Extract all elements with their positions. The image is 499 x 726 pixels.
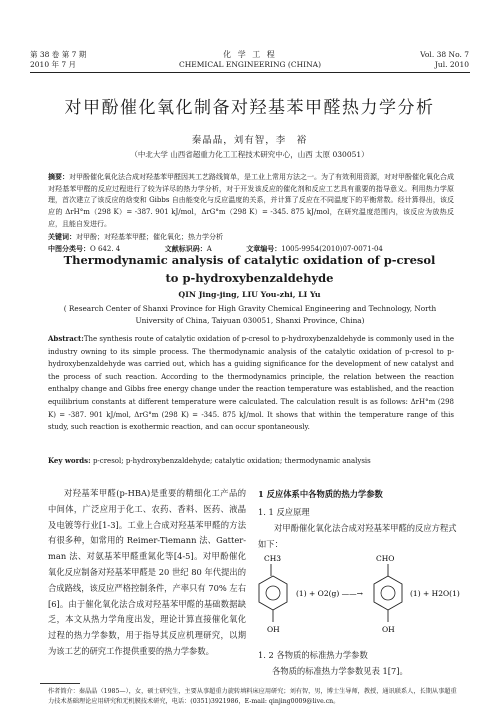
abstract-en-label: Abstract: <box>48 334 84 343</box>
article-number-label: 文章编号： <box>246 244 282 254</box>
doc-code-label: 文献标识码： <box>164 244 207 254</box>
affiliation-cn: （中北大学 山西省超重力化工工程技术研究中心，山西 太原 030051） <box>130 150 369 159</box>
journal-volume-info <box>30 50 86 70</box>
publication-date: 2010 年 7 月 <box>30 60 77 69</box>
publication-date-en: Jul. 2010 <box>434 60 469 69</box>
title-en <box>0 251 499 287</box>
title-en-line1: Thermodynamic analysis of catalytic oxidation of p-cresol <box>63 253 436 267</box>
abstract-cn-label: 摘要： <box>48 172 69 181</box>
volume-issue: 第 38 卷 第 7 期 <box>30 50 87 59</box>
journal-name-en: CHEMICAL ENGINEERING (CHINA) <box>178 60 322 69</box>
abstract-en-text: The synthesis route of catalytic oxidation of p-cresol to p-hydroxybenzaldehyde is commonly used in the industry owning to its simple process. The thermodynamic analysis of the catalytic oxidation of p-cresol to p-hydroxybenzaldehyde was carried out, which has a guiding significance for the development of new catalyst and the process of such reaction. According to the thermodynamics principle, the relation between the reaction enthalpy change and Gibbs free energy change under the reaction temperature was established, and the reaction equilibrium constants at different temperature were calculated. The calculation result is as follows: ΔrH°m (298 K) = -387. 901 kJ/mol, ΔrG°m (298 K) = -345. 875 kJ/mol. It shows that within the temperature range of this study, such reaction is exothermic reaction, and can occur spontaneously. <box>48 335 454 432</box>
keywords-cn: 对甲酚；对羟基苯甲醛；催化氧化；热力学分析 <box>76 232 223 241</box>
product-bottom-group: OH <box>382 625 395 634</box>
article-number: 1005-9954(2010)07-0071-04 <box>281 245 383 254</box>
reaction-scheme-svg <box>258 552 478 647</box>
reactant-bottom-group: OH <box>267 625 280 634</box>
introduction-paragraph: 对羟基苯甲醛(p-HBA)是重要的精细化工产品的中间体，广泛应用于化工、农药、香料、医药、液晶及电镀等行业[1-3]。工业上合成对羟基苯甲醛的方法有很多种，如常用的 Reimer-Tiemann 法、Gatter-man 法、对氨基苯甲醛重氮化等[4-5]。对甲酚催化氧化反应制备对羟基苯甲醛是 20 世纪 80 年代提出的合成路线，该反应严格控制条件，产率只有 70% 左右[6]。由于催化氧化法合成对羟基苯甲醛的基础数据缺乏，本文从热力学角度出发，理论计算直接催化氧化过程的热力学参数，用于指导其反应机理研究，以期为该工艺的研究工作提供重要的热力学参数。 <box>48 488 246 656</box>
title-cn: 对甲酚催化氧化制备对羟基苯甲醛热力学分析 <box>64 98 435 118</box>
keywords-en-text: p-cresol; p-hydroxybenzaldehyde; catalytic oxidation; thermodynamic analysis <box>92 457 371 465</box>
keywords-en <box>48 456 454 465</box>
author-footnote: 作者简介：秦晶晶（1985—），女，硕士研究生，主要从事超重力旋转填料床应用研究；刘有智，男，博士生导师，教授，通讯联系人，长期从事超重力技术基础理论应用研究和无机膜技术研究，电话：(0351)3921986，E-mail: qinjing0009@live.cn。 <box>48 688 457 705</box>
journal-name-cn: 化 学 工 程 <box>223 50 277 59</box>
footnote-divider <box>40 683 80 684</box>
abstract-en <box>48 333 454 434</box>
keywords-en-label: Key words: <box>48 456 91 465</box>
clc-number: O 642. 4 <box>90 245 121 254</box>
section-1-2-text: 各物质的标准热力学参数见表 1[7]。 <box>272 666 408 676</box>
journal-volume-en <box>420 50 469 70</box>
section-1-1-heading: 1. 1 反应原理 <box>258 507 310 517</box>
p-cresol-structure <box>259 554 287 634</box>
product-top-group: CHO <box>376 554 395 563</box>
volume-issue-en: Vol. 38 No. 7 <box>420 50 469 59</box>
reaction-middle-text: (1) + O2(g) ——→ <box>296 589 363 598</box>
authors-en: QIN Jing-jing, LIU You-zhi, LI Yu <box>178 290 321 299</box>
affiliation-en: ( Research Center of Shanxi Province for High Gravity Chemical Engineering and Technology, North University of China, Taiyuan 030051, Shanxi Province, China) <box>63 304 437 325</box>
reaction-tail-text: (1) + H2O(1) <box>410 589 460 598</box>
section-1-1-text: 对甲酚催化氧化法合成对羟基苯甲醛的反应方程式如下： <box>258 523 457 549</box>
doc-code: A <box>206 245 212 254</box>
reactant-top-group: CH3 <box>264 554 282 563</box>
p-hydroxybenzaldehyde-structure <box>374 554 402 634</box>
abstract-cn-text: 对甲酚催化氧化法合成对羟基苯甲醛因其工艺路线简单，是工业上常用方法之一。为了有效利用资源，对对甲酚催化氧化合成对羟基苯甲醛的反应过程进行了较为详尽的热力学分析，对于开发该反应的催化剂和反应工艺具有重要的指导意义。利用热力学原理，首次建立了该反应的焓变和 Gibbs 自由能变化与反应温度的关系，并计算了反应在不同温度下的平衡常数。经计算得出，该反应的 ΔrH°m（298 K）= -387. 901 kJ/mol，ΔrG°m（298 K）= -345. 875 kJ/mol，在研究温度范围内，该反应为放热反应，且能自发进行。 <box>48 173 454 228</box>
authors-cn: 秦晶晶，刘有智，李 裕 <box>191 135 308 146</box>
journal-name <box>150 50 350 70</box>
header-divider <box>30 72 470 73</box>
section-1-heading: 1 反应体系中各物质的热力学参数 <box>258 489 383 499</box>
title-en-line2: to p-hydroxybenzaldehyde <box>165 271 334 285</box>
clc-label: 中图分类号： <box>48 244 90 254</box>
reaction-scheme <box>258 552 478 647</box>
section-1-2-heading: 1. 2 各物质的标准热力学参数 <box>258 650 368 660</box>
keywords-cn-label: 关键词： <box>48 231 76 241</box>
abstract-cn <box>48 171 454 256</box>
